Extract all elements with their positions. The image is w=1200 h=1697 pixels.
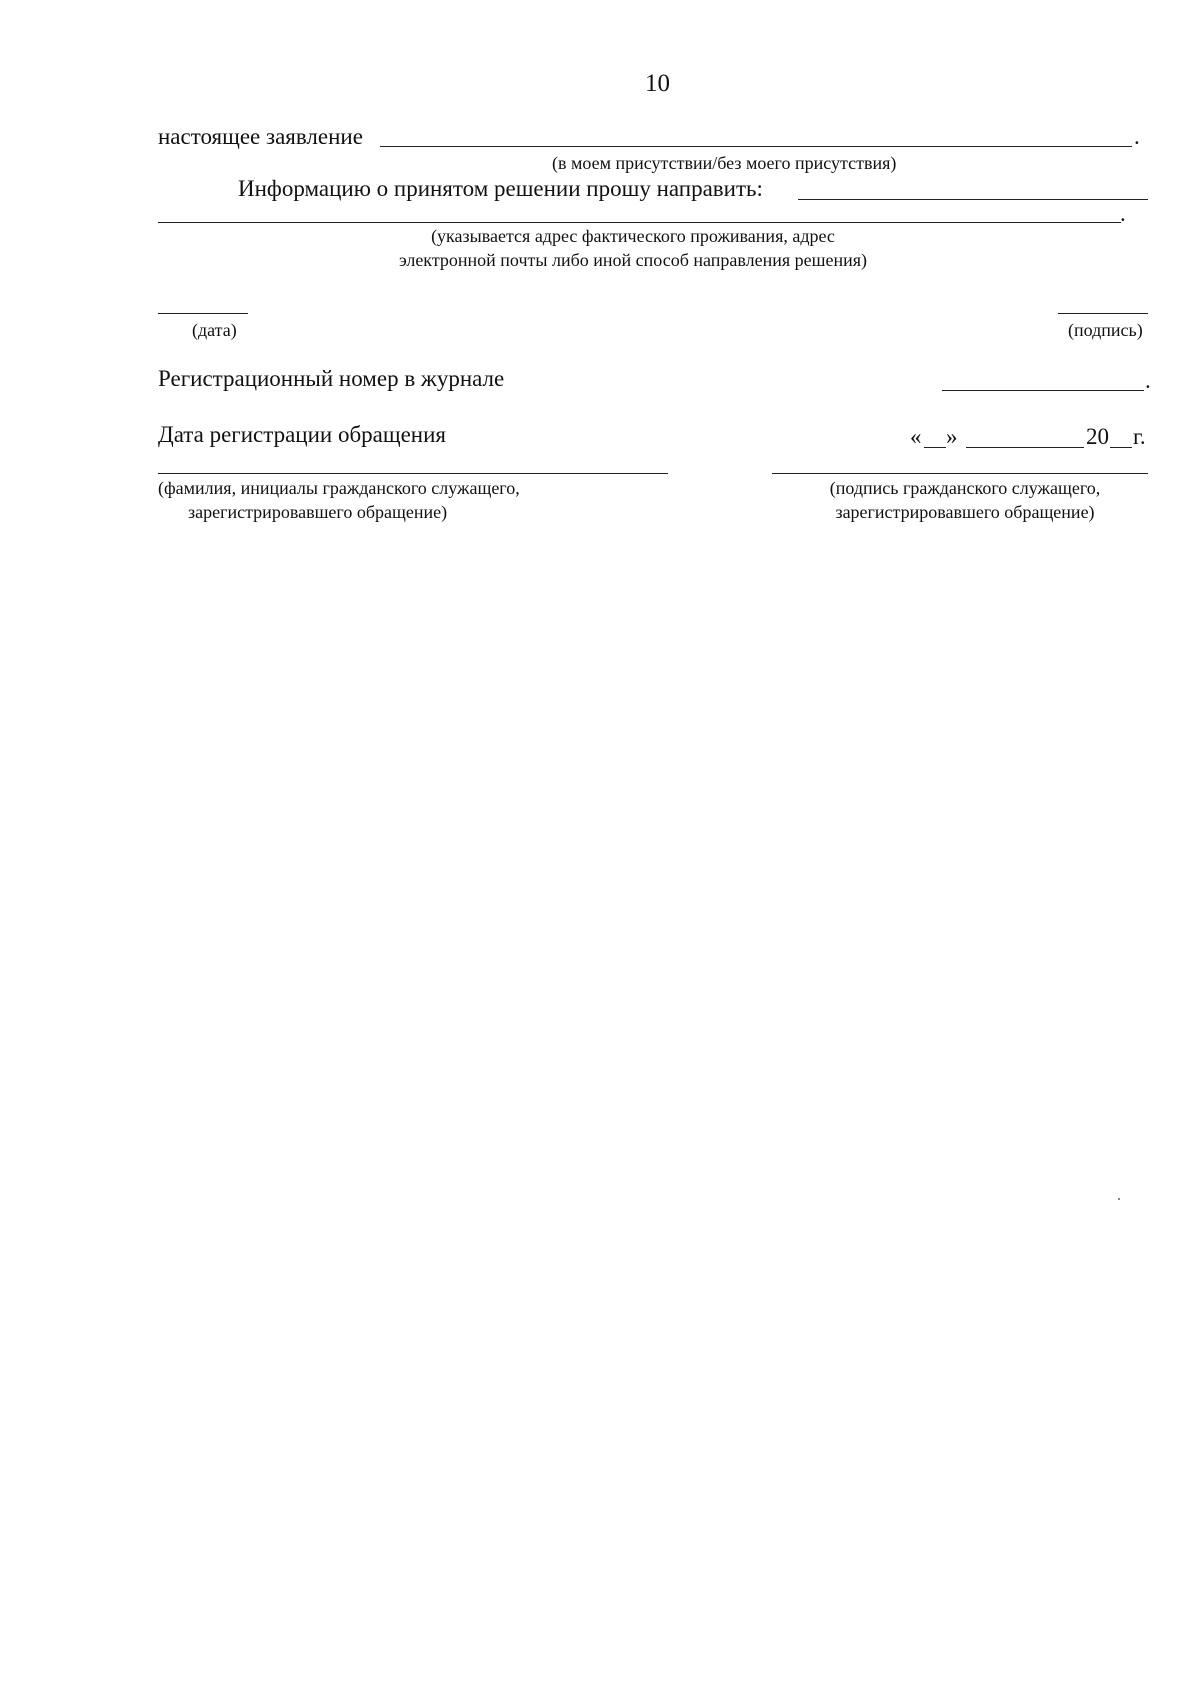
info-label: Информацию о принятом решении прошу направить: — [238, 176, 763, 201]
info-field-1[interactable] — [798, 199, 1148, 200]
registration-number-period: . — [1145, 368, 1151, 393]
signature-field[interactable] — [1058, 313, 1148, 314]
statement-field[interactable] — [380, 146, 1132, 147]
date-field[interactable] — [158, 313, 248, 314]
statement-label: настоящее заявление — [158, 124, 363, 149]
info-hint-line1: (указывается адрес фактического проживания, адрес — [431, 226, 835, 246]
info-hint-line2: электронной почты либо иной способ направления решения) — [398, 250, 868, 270]
quote-close: » — [946, 424, 958, 449]
registration-number-field[interactable] — [942, 390, 1144, 391]
info-period: . — [1120, 201, 1126, 226]
clerk-sign-hint-line2: зарегистрировавшего обращение) — [835, 502, 1095, 522]
clerk-name-hint-line1: (фамилия, инициалы гражданского служащего, — [158, 478, 520, 498]
clerk-sign-field[interactable] — [772, 473, 1148, 474]
scan-speck — [1118, 1198, 1120, 1200]
page-number: 10 — [645, 70, 670, 97]
statement-period: . — [1134, 124, 1140, 149]
date-hint: (дата) — [192, 320, 237, 340]
year-prefix: 20 — [1086, 424, 1109, 449]
year-field[interactable] — [1110, 447, 1132, 448]
clerk-name-field[interactable] — [158, 473, 668, 474]
year-suffix: г. — [1133, 424, 1146, 449]
quote-open: « — [910, 424, 922, 449]
signature-hint: (подпись) — [1068, 320, 1143, 340]
clerk-sign-hint-line1: (подпись гражданского служащего, — [829, 478, 1101, 498]
clerk-name-hint-line2: зарегистрировавшего обращение) — [188, 502, 448, 522]
statement-hint: (в моем присутствии/без моего присутствия) — [552, 153, 897, 173]
registration-date-label: Дата регистрации обращения — [158, 422, 446, 447]
month-field[interactable] — [966, 447, 1084, 448]
registration-number-label: Регистрационный номер в журнале — [158, 366, 505, 391]
info-field-2[interactable] — [158, 222, 1121, 223]
day-field[interactable] — [924, 447, 946, 448]
